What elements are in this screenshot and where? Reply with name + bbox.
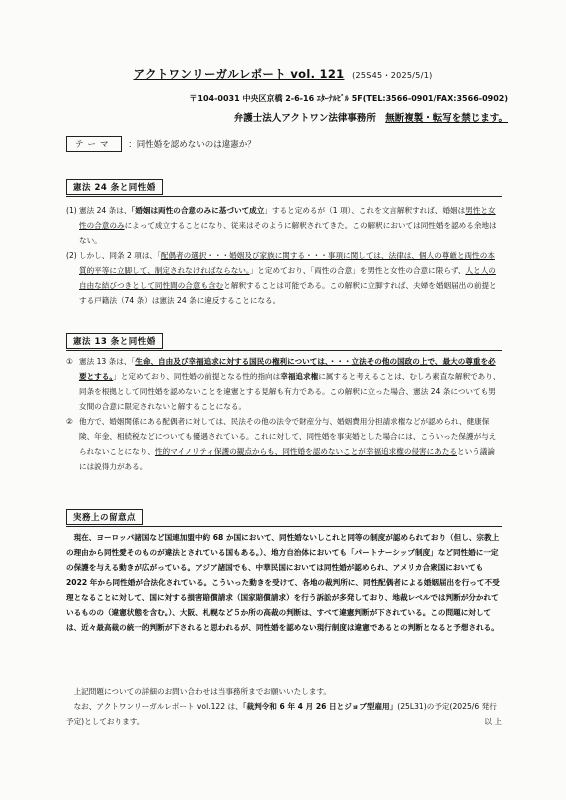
text-run: 配偶者の選択・・・婚姻及び家族に関する・・・事項に関しては、法律は、個人の尊厳と両性の本質的平等に立脚して、制定されなければならない。 — [79, 251, 495, 275]
section-body-article24 — [66, 203, 502, 308]
text-run: 性的マイノリティ保護の観点からも、同性婚を認めないことが幸福追求権の侵害にあたる — [154, 447, 458, 456]
firm-address: 〒104-0031 中央区京橋 2-6-16 ｴﾀｰﾅﾙﾋﾞﾙ 5F(TEL:3566-0901/FAX:3566-0902) — [189, 94, 508, 103]
text-run: 」すると定めるが（1 項）、これを文言解釈すれば、婚姻は — [264, 206, 466, 215]
numbered-paragraph — [66, 354, 502, 414]
closing-end-mark: 以 上 — [484, 717, 502, 726]
numbered-paragraph — [66, 203, 502, 248]
next-report-title: 「裁判令和 6 年 4 月 26 日とジョブ型雇用」 — [242, 702, 398, 711]
text-run: に属すると考えることは、むしろ素直な解釈であり、同条を根拠として同性婚を認めないことを違憲とする見解も有力である。この解釈に立った場合、憲法 24 条についても男女間の合意に限定されないと解することになる。 — [79, 372, 501, 411]
section-body-article13 — [66, 354, 502, 474]
section-rule — [66, 526, 502, 527]
text-run: 人と人の自由な結びつきとして同性間の合意も含む — [79, 266, 496, 290]
report-code: (25S45・2025/5/1) — [352, 71, 433, 80]
text-run: 憲法 13 条は、「 — [79, 357, 136, 366]
firm-line — [234, 110, 508, 124]
text-run: 現在、ヨーロッパ諸国など国連加盟中約 68 か国において、同性婚ないしこれと同等の制度が認められており（但し、宗教上の理由から同性愛そのものが違法とされている国もある。）、地方自治体においても「パートナーシップ制度」など同性婚に一定の保護を与える動きが広がっている。アジア諸国でも、中華民国においては同性婚が認められ、アメリカ合衆国においても 2022 年から同性婚が合法化されている。こういった動きを受けて、各地の裁判所に、同性配偶者による婚姻届出を行って不受理となることに対して、国に対する損害賠償請求（国家賠償請求）を行う訴訟が多発しており、地裁レベルでは判断が分かれているものの（違憲状態を含む。）、大阪、札幌など５か所の高裁の判断は、すべて違憲判断が下されている。この問題に対しては、近々最高裁の統一的判断が下されると思われるが、同性婚を認めない現行制度は違憲であるとの判断となると予想される。 — [66, 533, 500, 632]
closing-block — [66, 684, 502, 729]
text-run: しかし、同条 2 項は、「 — [79, 251, 161, 260]
section-heading-article24: 憲法 24 条と同性婚 — [66, 179, 163, 195]
text-run: 」と定めており、「両性の合意」を男性と女性の合意に限らず、 — [249, 266, 466, 275]
section-heading-article13: 憲法 13 条と同性婚 — [66, 333, 163, 349]
text-run: 他方で、婚姻関係にある配偶者に対しては、民法その他の法令で財産分与、婚姻費用分担請求権などが認められ、健康保険、年金、相続税などについても優遇されている。これに対して、同性婚を事実婚とした場合には、こういった保護が与えられないことになり、 — [79, 417, 497, 456]
text-run: 憲法 24 条は、 — [79, 206, 132, 215]
paragraph-number: ② — [66, 417, 73, 426]
closing-line-1: 上記問題についての詳細のお問い合わせは当事務所までお願いいたします。 — [73, 687, 332, 696]
closing-line-2a: なお、アクトワンリーガルレポート vol.122 は、 — [73, 702, 243, 711]
text-run: 男性と女性の合意のみ — [79, 206, 496, 230]
text-run: 」と定めており、同性婚の前提となる性的指向は — [113, 372, 281, 381]
section-rule — [66, 196, 502, 197]
closing-line-2 — [66, 699, 502, 729]
paragraph-number: (2) — [66, 251, 77, 260]
firm-name: 弁護士法人アクトワン法律事務所 — [233, 113, 376, 124]
copyright-notice: 無断複製・転写を禁じます。 — [385, 113, 508, 124]
section-rule — [66, 350, 502, 351]
paragraph-number: ① — [66, 357, 73, 366]
report-title: アクトワンリーガルレポート vol. 121 — [133, 67, 345, 81]
text-run: 「婚姻は両性の合意のみに基づいて成立 — [131, 206, 265, 215]
text-run: によって成立することになり、従来はそのように解釈されてきた。この解釈においては同性婚を認める余地はない。 — [79, 221, 497, 245]
section-heading-practice: 実務上の留意点 — [66, 509, 143, 525]
text-run: という議論には説得力がある。 — [79, 447, 495, 471]
text-run: 生命、自由及び幸福追求に対する国民の権利については、・・・立法その他の国政の上で、最大の尊重を必要とする。 — [79, 357, 496, 381]
theme-tag: テーマ — [66, 136, 122, 152]
text-run: と解釈することは可能である。この解釈に立脚すれば、夫婦を婚姻届出の前提とする戸籍法（74 条）は憲法 24 条に違反することになる。 — [79, 281, 497, 305]
numbered-paragraph — [66, 248, 502, 308]
text-run: 幸福追求権 — [280, 372, 319, 381]
closing-line-2c: (25L31)の予定(2025/6 発行予定)としております。 — [66, 702, 497, 726]
theme-text: ：同性婚を認めないのは違憲か？ — [128, 140, 256, 150]
paragraph-number: (1) — [66, 206, 77, 215]
report-title-row — [0, 66, 566, 82]
section-body-practice — [66, 530, 502, 635]
theme-line — [66, 136, 256, 152]
numbered-paragraph — [66, 414, 502, 474]
